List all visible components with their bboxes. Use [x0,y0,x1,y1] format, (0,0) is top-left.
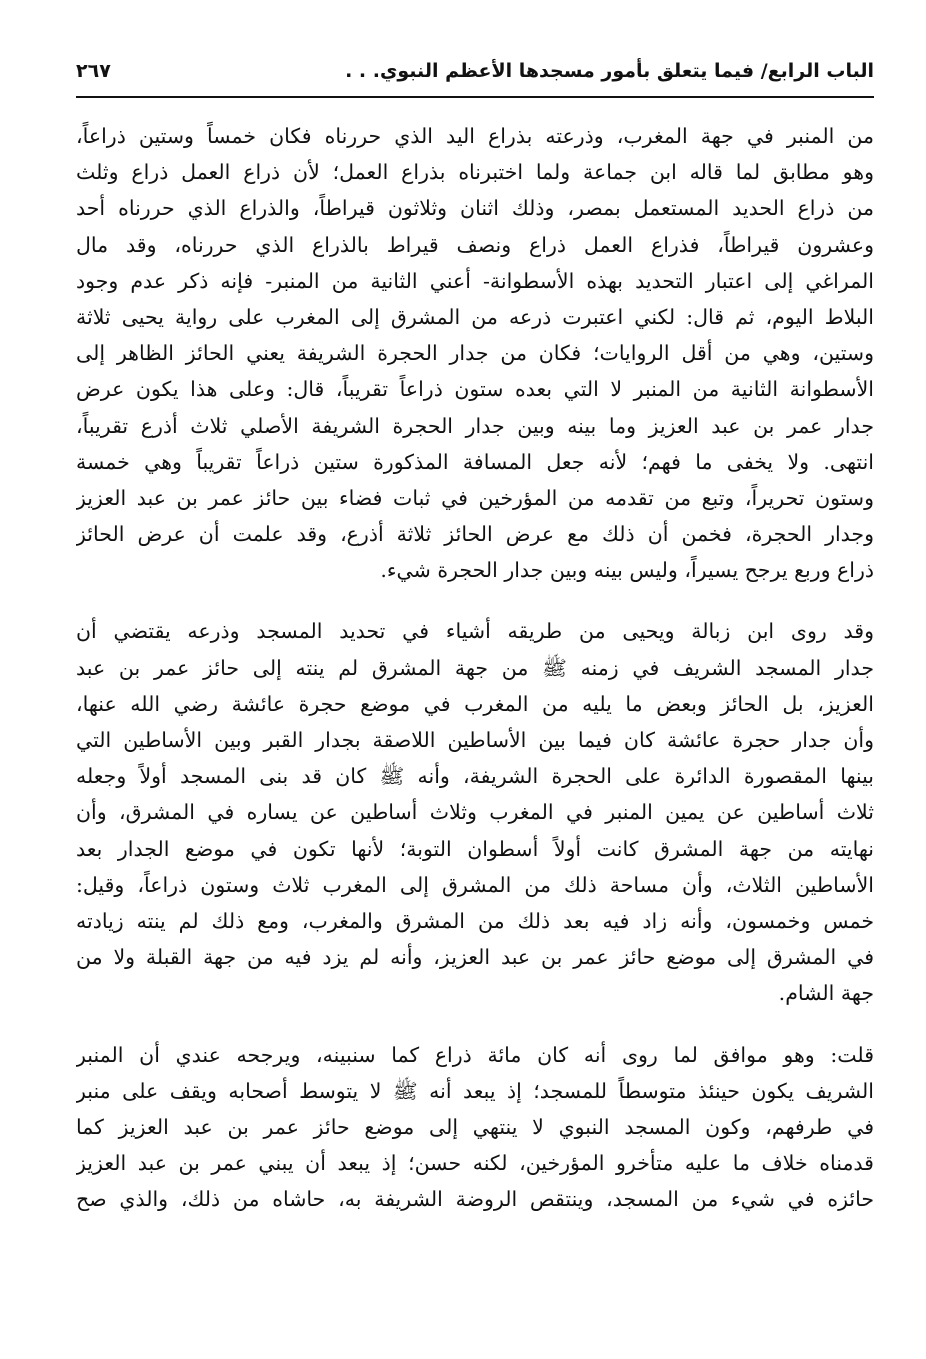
text-line: جدار عمر بن عبد العزيز وما بينه وبين جدار الحجرة الشريفة الأصلي ثلاث أذرع تقريباً، [76,413,874,438]
text-line: وهو مطابق لما قاله ابن جماعة ولما اختبرناه بذراع العمل؛ لأن ذراع العمل ذراع وثلث [76,160,874,185]
text-line: وجدار الحجرة، فخمن أن ذلك مع عرض الحائز ثلاثة أذرع، وقد علمت أن عرض الحائز [76,522,874,547]
text-line: وستين، وهي من أقل الروايات؛ فكان من جدار الحجرة الشريفة يعني الحائز الظاهر إلى [76,341,874,366]
text-line: المراغي إلى اعتبار التحديد بهذه الأسطوانة- أعني الثانية من المنبر- فإنه ذكر عدم وجود [76,268,874,293]
text-line: من المنبر في جهة المغرب، وذرعته بذراع اليد الذي حررناه فكان خمساً وستين ذراعاً، [76,124,874,148]
text-line: ثلاث أساطين عن يمين المنبر في المغرب وثلاث أساطين عن يساره في المشرق، وأن [76,800,874,825]
text-line: نهايته من جهة المشرق كانت أولاً أسطوان التوبة؛ لأنها تكون في موضع الجدار بعد [76,836,874,861]
text-line: الأسطوانة الثانية من المنبر لا التي بعده ستون ذراعاً تقريباً، قال: وعلى هذا يكون عرض [76,377,874,402]
text-line: العزيز، بل الحائز وبعض ما يليه من المغرب في موضع حجرة عائشة رضي الله عنها، [76,691,874,716]
text-line: وستون تحريراً، وتبع من تقدمه من المؤرخين في ثبات فضاء بين حائز عمر بن عبد العزيز [76,485,874,510]
text-line: الأساطين الثلاث، وأن مساحة ذلك من المشرق إلى المغرب ثلاث وستون ذراعاً، وقيل: [76,872,874,897]
header-rule [76,96,874,98]
text-line: قدمناه خلاف ما عليه متأخرو المؤرخين، لكنه حسن؛ إذ يبعد أن يبني عمر بن عبد العزيز [76,1151,874,1176]
text-line: خمس وخمسون، وأنه زاد فيه بعد ذلك من المشرق والمغرب، ومع ذلك لم ينته زيادته [76,908,874,933]
text-line: وأن جدار حجرة عائشة كان فيما بين الأساطين اللاصقة بجدار القبر وبين الأساطين التي [76,728,874,752]
text-line: ذراع وربع يرجح يسيراً، وليس بينه وبين جدار الحجرة شيء. [380,558,874,583]
text-line: جدار المسجد الشريف في زمنه ﷺ من جهة المشرق لم ينته إلى حائز عمر بن عبد [76,655,874,680]
text-line: البلاط اليوم، ثم قال: لكني اعتبرت ذرعه من المشرق إلى المغرب على رواية يحيى ثلاثة [76,304,874,329]
text-line: وقد روى ابن زبالة ويحيى من طريقه أشياء في تحديد المسجد وذرعه يقتضي أن [76,619,874,644]
paragraph-gap [76,1012,874,1037]
body-text [76,118,874,1217]
text-line: جهة الشام. [778,981,874,1006]
page-number: ٢٦٧ [76,60,111,82]
text-line: حائزه في شيء من المسجد، وينتقص الروضة الشريفة به، حاشاه من ذلك، والذي صح [76,1187,874,1212]
running-header [76,58,874,94]
text-line: بينها المقصورة الدائرة على الحجرة الشريفة، وأنه ﷺ كان قد بنى المسجد أولاً وجعله [76,764,874,789]
text-line: الشريف يكون حينئذ متوسطاً للمسجد؛ إذ يبعد أنه ﷺ لا يتوسط أصحابه ويقف على منبر [76,1078,874,1103]
text-line: انتهى. ولا يخفى ما فهم؛ لأنه جعل المسافة المذكورة ستين ذراعاً تقريباً وهي خمسة [76,449,874,474]
paragraph-1 [76,118,874,588]
paragraph-2 [76,613,874,1011]
paragraph-gap [76,588,874,613]
text-line: وعشرون قيراطاً، فذراع العمل ذراع ونصف قيراط بالذراع الذي حررناه، وقد مال [76,232,874,257]
running-title: الباب الرابع/ فيما يتعلق بأمور مسجدها الأعظم النبوي. . . [345,60,874,82]
text-line: قلت: وهو موافق لما روى أنه كان مائة ذراع كما سنبينه، ويرجحه عندي أن المنبر [76,1042,874,1067]
text-line: من ذراع الحديد المستعمل بمصر، وذلك اثنان وثلاثون قيراطاً، والذراع الذي حررناه أحد [76,196,874,221]
text-line: في المشرق إلى موضع حائز عمر بن عبد العزيز، وأنه لم يزد فيه من جهة القبلة ولا من [76,945,874,970]
text-line: في طرفهم، وكون المسجد النبوي لا ينتهي إلى موضع حائز عمر بن عبد العزيز كما [76,1114,874,1139]
paragraph-3 [76,1037,874,1218]
